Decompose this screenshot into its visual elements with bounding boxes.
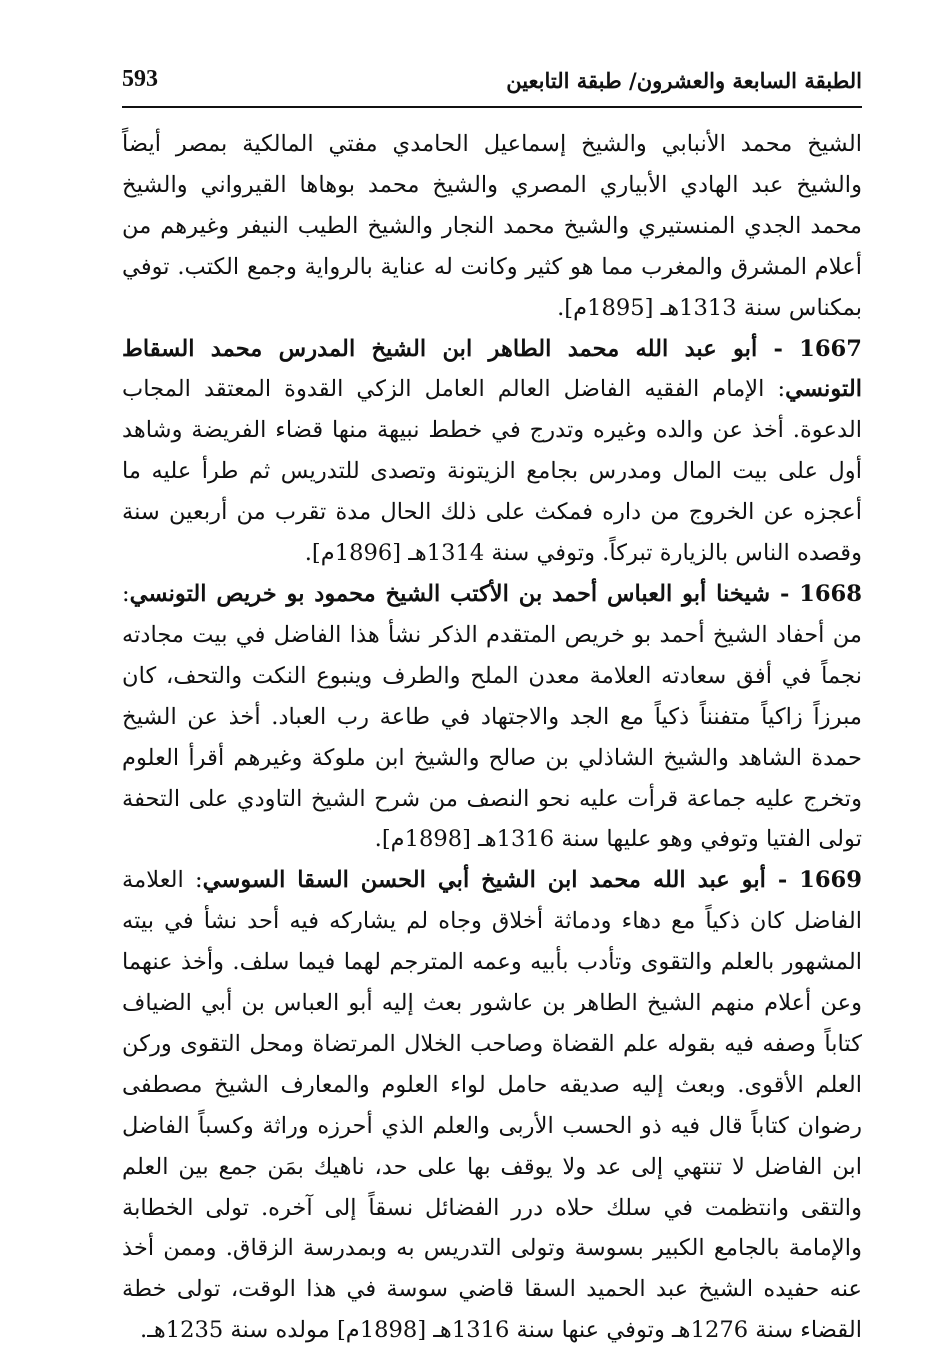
entry-heading: 1668 - شيخنا أبو العباس أحمد بن الأكتب الشيخ محمود بو خريص التونسي — [129, 580, 862, 607]
entry-1668 — [122, 574, 862, 860]
entry-text: : الإمام الفقيه الفاضل العالم العامل الزكي القدوة المعتقد المجاب الدعوة. أخذ عن والده وغيره وتدرج في خطط نبيهة منها قضاء الفريضة وشاهد أول على بيت المال ومدرس بجامع الزيتونة وتصدى للتدريس ثم طرأ عليه ما أعجزه عن الخروج من داره فمكث على ذلك الحال مدة تقرب من أربعين سنة وقصده الناس بالزيارة تبركاً. وتوفي سنة 1314هـ [1896م]. — [122, 376, 862, 567]
entry-text: : من أحفاد الشيخ أحمد بو خريص المتقدم الذكر نشأ هذا الفاضل في بيت مجادته نجماً في أفق سعادته العلامة معدن الملح والطرف وينبوع النكت والتحف، كان مبرزاً زاكياً متفنناً ذكياً مع الجد والاجتهاد في طاعة رب العباد. أخذ عن الشيخ حمدة الشاهد والشيخ الشاذلي بن صالح والشيخ ابن ملوكة وغيرهم أقرأ العلوم وتخرج عليه جماعة قرأت عليه نحو النصف من شرح الشيخ التاودي على التحفة تولى الفتيا وتوفي وهو عليها سنة 1316هـ [1898م]. — [122, 580, 862, 853]
page-header — [122, 62, 862, 108]
page-body — [122, 124, 862, 1351]
entry-text: : العلامة الفاضل كان ذكياً مع دهاء ودماثة أخلاق وجاه لم يشاركه فيه أحد نشأ في بيته المشهور بالعلم والتقوى وتأدب بأبيه وعمه المترجم لهما فيما سلف. وأخذ عنهما وعن أعلام منهم الشيخ الطاهر بن عاشور بعث إليه أبو العباس بن أبي الضياف كتاباً وصفه فيه بقوله علم القضاة وصاحب الخلال المرتضاة ومحل التقوى وركن العلم الأقوى. وبعث إليه صديقه حامل لواء العلوم والمعارف الشيخ مصطفى رضوان كتاباً قال فيه ذو الحسب الأربى والعلم الذي أحرزه وراثة وكسباً الفاضل ابن الفاضل لا تنتهي إلى عد ولا يوقف بها على حد، ناهيك بمَن جمع بين العلم والتقى وانتظمت في سلك حلاه درر الفضائل نسقاً إلى آخره. تولى الخطابة والإمامة بالجامع الكبير بسوسة وتولى التدريس به وبمدرسة الزقاق. وممن أخذ عنه حفيده الشيخ عبد الحميد السقا قاضي سوسة في هذا الوقت، تولى خطة القضاء سنة 1276هـ وتوفي عنها سنة 1316هـ [1898م] مولده سنة 1235هـ. — [122, 867, 862, 1344]
intro-paragraph: الشيخ محمد الأنبابي والشيخ إسماعيل الحامدي مفتي المالكية بمصر أيضاً والشيخ عبد الهادي الأبياري المصري والشيخ محمد بوهاها القيرواني والشيخ محمد الجدي المنستيري والشيخ محمد النجار والشيخ الطيب النيفر وغيرهم من أعلام المشرق والمغرب مما هو كثير وكانت له عناية بالرواية وجمع الكتب. توفي بمكناس سنة 1313هـ [1895م]. — [122, 131, 862, 321]
running-title: الطبقة السابعة والعشرون/ طبقة التابعين — [506, 68, 862, 93]
entry-heading: 1667 - أبو عبد الله محمد الطاهر ابن الشيخ المدرس محمد السقاط التونسي — [122, 335, 862, 403]
entry-1667 — [122, 329, 862, 574]
page-number: 593 — [122, 66, 158, 92]
entry-heading: 1669 - أبو عبد الله محمد ابن الشيخ أبي الحسن السقا السوسي — [202, 867, 862, 894]
entry-1669 — [122, 860, 862, 1351]
